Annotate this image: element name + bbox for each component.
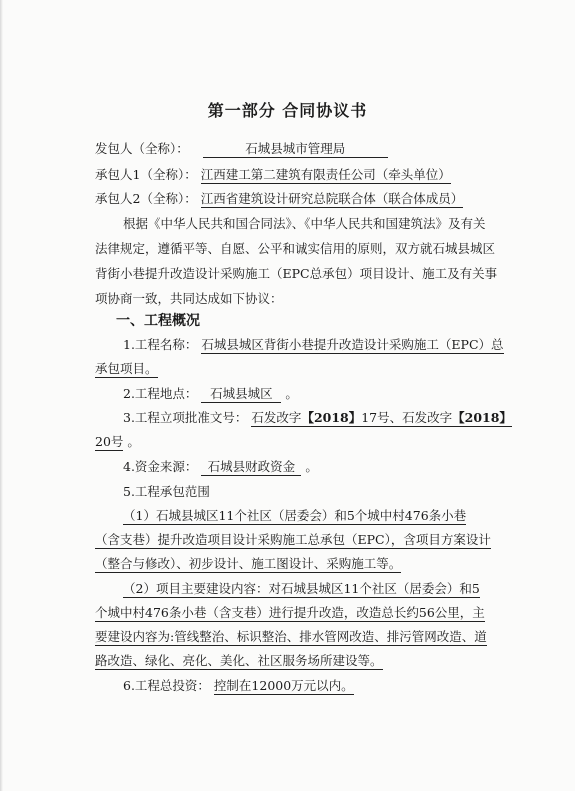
contractor2-line <box>95 189 463 207</box>
contractor1-label: 承包人1（全称）： <box>95 167 197 182</box>
intro-line: 法律规定，遵循平等、自愿、公平和诚实信用的原则，双方就石城县城区 <box>95 241 496 256</box>
investment-value: 控制在12000万元以内。 <box>213 678 354 693</box>
contractor2-label: 承包人2（全称）： <box>95 191 197 206</box>
approval-label: 3.工程立项批准文号： <box>123 410 248 425</box>
approval-value-cont: 20号 <box>95 434 124 449</box>
employer-label: 发包人（全称）： <box>95 141 189 156</box>
scope1-line <box>95 530 491 548</box>
fund-label: 4.资金来源： <box>123 459 198 474</box>
approval-year-b: 【2018】 <box>452 410 512 425</box>
investment-line <box>123 676 354 694</box>
approval-end: 。 <box>127 434 140 449</box>
scope2-line <box>95 627 487 645</box>
intro-line: 背街小巷提升改造设计采购施工（EPC总承包）项目设计、施工及有关事 <box>95 266 498 281</box>
scope2-text: 要建设内容为:管线整治、标识整治、排水管网改造、排污管网改造、道 <box>95 629 487 644</box>
page-title: 第一部分 合同协议书 <box>207 101 368 120</box>
scope2-text: （2）项目主要建设内容：对石城县城区11个社区（居委会）和5 <box>123 581 480 596</box>
project-name-line2 <box>95 359 158 377</box>
investment-label: 6.工程总投资： <box>123 678 210 693</box>
fund-value: 石城县财政资金 <box>201 457 301 476</box>
project-name-label: 1.工程名称： <box>123 337 198 352</box>
intro-line: 项协商一致，共同达成如下协议： <box>95 291 283 306</box>
approval-line <box>123 408 512 426</box>
contractor2-value: 江西省建筑设计研究总院联合体（联合体成员） <box>200 191 464 206</box>
project-name-value-cont: 承包项目。 <box>95 361 158 376</box>
scope2-text: 路改造、绿化、亮化、美化、社区服务场所建设等。 <box>95 653 383 668</box>
project-name-line <box>123 335 504 353</box>
approval-value-a: 石发改字 <box>251 410 302 425</box>
project-name-value: 石城县城区背街小巷提升改造设计采购施工（EPC）总 <box>201 337 504 352</box>
project-location-value: 石城县城区 <box>201 384 281 403</box>
employer-value: 石城县城市管理局 <box>203 139 388 158</box>
contractor1-value: 江西建工第二建筑有限责任公司（牵头单位） <box>200 167 451 182</box>
intro-line: 根据《中华人民共和国合同法》、《中华人民共和国建筑法》及有关 <box>123 216 486 231</box>
scope2-line <box>95 651 383 669</box>
approval-line2 <box>95 432 140 450</box>
approval-value-c: 17号、石发改字 <box>361 410 453 425</box>
project-location-end: 。 <box>285 386 298 401</box>
fund-end: 。 <box>305 459 318 474</box>
contractor1-line <box>95 165 451 183</box>
scope2-text: 个城中村476条小巷（含支巷）进行提升改造，改造总长约56公里，主 <box>95 605 485 620</box>
project-location-label: 2.工程地点： <box>123 386 198 401</box>
scope-heading: 5.工程承包范围 <box>123 484 210 499</box>
scope1-text: （整合与修改）、初步设计、施工图设计、采购施工等。 <box>95 556 402 571</box>
employer-line <box>95 139 388 158</box>
approval-value <box>251 410 512 427</box>
scope1-line <box>95 554 401 572</box>
project-location-line <box>123 384 298 403</box>
scope2-line <box>95 603 485 621</box>
scope1-line <box>123 506 466 524</box>
fund-line <box>123 457 318 476</box>
scope2-line <box>123 579 480 597</box>
scope1-text: （含支巷）提升改造项目设计采购施工总承包（EPC），含项目方案设计 <box>95 532 491 547</box>
approval-year-a: 【2018】 <box>301 410 362 425</box>
scope1-text: （1）石城县城区11个社区（居委会）和5个城中村476条小巷 <box>123 508 467 523</box>
section-heading: 一、工程概况 <box>116 313 200 329</box>
